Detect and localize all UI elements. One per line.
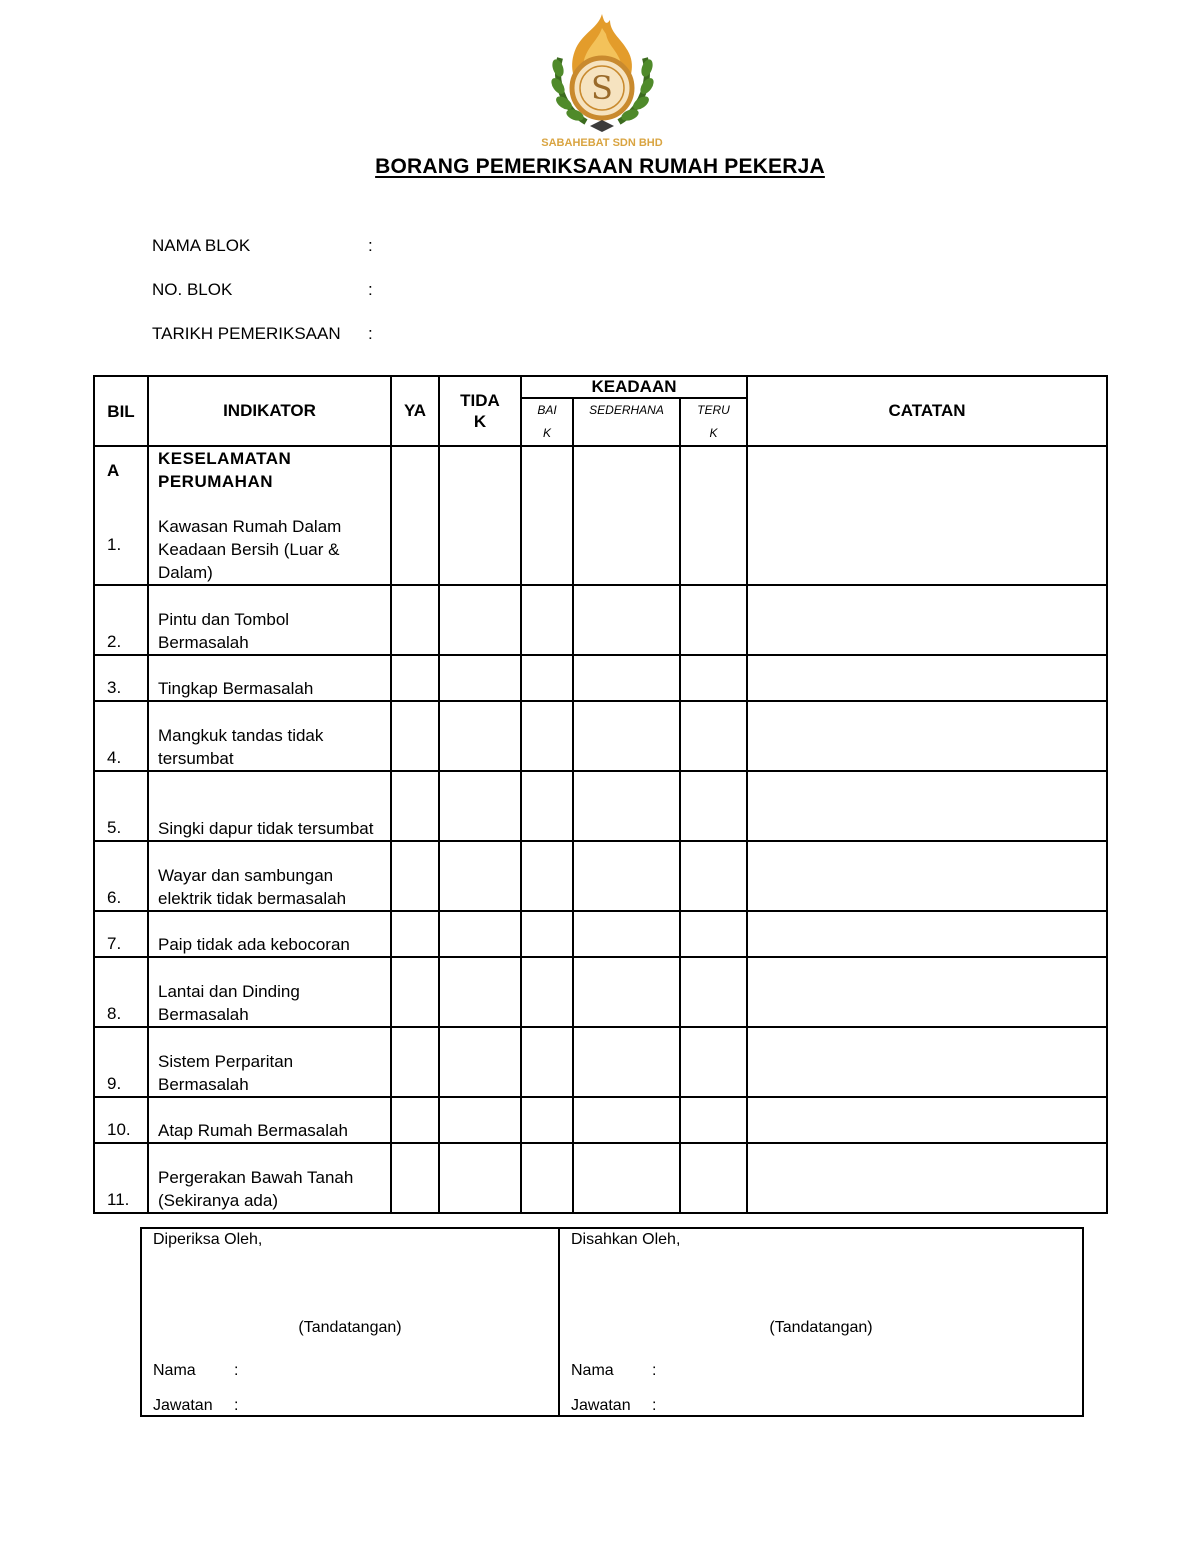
checked-by-signature: (Tandatangan) [298,1319,402,1336]
table-row [94,771,1107,841]
header-baik: BAIK [521,398,573,446]
cell-teruk[interactable] [680,655,747,701]
row-bil [94,771,148,841]
header-indikator: INDIKATOR [148,376,391,446]
row-indikator [148,771,391,841]
cell-ya[interactable] [391,585,439,655]
row-number: 11. [107,1190,130,1209]
approved-by-signature: (Tandatangan) [769,1319,873,1336]
no-blok-label: NO. BLOK [152,280,233,299]
cell-sederhana[interactable] [573,701,680,771]
row-number: 4. [107,748,122,767]
row-bil [94,841,148,911]
row-number: 5. [107,818,122,837]
header-bil: BIL [94,376,148,446]
indikator-text: Paip tidak ada kebocoran [158,935,350,954]
cell-ya[interactable] [391,1143,439,1213]
cell-catatan[interactable] [747,771,1107,841]
row-bil [94,1143,148,1213]
company-logo [540,10,665,150]
cell-catatan[interactable] [747,1097,1107,1143]
signature-approved-by [560,1229,1082,1415]
row-indikator [148,446,391,585]
cell-baik[interactable] [521,446,573,585]
cell-sederhana[interactable] [573,957,680,1027]
indikator-text: Pintu dan Tombol Bermasalah [158,610,290,652]
cell-baik[interactable] [521,585,573,655]
cell-catatan[interactable] [747,911,1107,957]
checked-by-nama-label: Nama [153,1362,196,1379]
tarikh-colon: : [368,324,373,343]
cell-catatan[interactable] [747,957,1107,1027]
cell-sederhana[interactable] [573,1143,680,1213]
table-row [94,585,1107,655]
cell-sederhana[interactable] [573,911,680,957]
cell-teruk[interactable] [680,957,747,1027]
cell-tidak[interactable] [439,655,521,701]
row-number: 8. [107,1004,122,1023]
row-indikator [148,911,391,957]
header-tidak: TIDAK [439,376,521,446]
table-row [94,655,1107,701]
header-keadaan: KEADAAN [521,376,747,398]
approved-by-nama-colon: : [652,1362,657,1379]
cell-catatan[interactable] [747,701,1107,771]
table-row [94,446,1107,585]
section-title: KESELAMATAN PERUMAHAN [158,449,292,491]
cell-teruk[interactable] [680,1027,747,1097]
cell-catatan[interactable] [747,1143,1107,1213]
cell-baik[interactable] [521,841,573,911]
section-code: A [107,461,120,480]
logo-emblem-icon [540,10,665,150]
header-teruk: TERUK [680,398,747,446]
indikator-text: Wayar dan sambungan elektrik tidak bermasalah [158,866,347,908]
nama-blok-label: NAMA BLOK [152,236,251,255]
row-bil [94,701,148,771]
row-number: 10. [107,1120,131,1139]
checked-by-heading: Diperiksa Oleh, [153,1231,263,1248]
header-catatan: CATATAN [747,376,1107,446]
indikator-text: Singki dapur tidak tersumbat [158,819,374,838]
cell-baik[interactable] [521,655,573,701]
indikator-text: Tingkap Bermasalah [158,679,314,698]
cell-ya[interactable] [391,1027,439,1097]
row-bil [94,585,148,655]
row-bil [94,911,148,957]
cell-sederhana[interactable] [573,771,680,841]
row-indikator [148,1027,391,1097]
indikator-text: Pergerakan Bawah Tanah (Sekiranya ada) [158,1168,354,1210]
cell-teruk[interactable] [680,446,747,585]
cell-teruk[interactable] [680,771,747,841]
approved-by-nama-label: Nama [571,1362,614,1379]
approved-by-jawatan-colon: : [652,1397,657,1414]
indikator-text: Sistem Perparitan Bermasalah [158,1052,294,1094]
row-bil [94,957,148,1027]
nama-blok-colon: : [368,236,373,255]
signature-table [140,1227,1084,1417]
cell-teruk[interactable] [680,911,747,957]
svg-text:SABAHEBAT SDN BHD: SABAHEBAT SDN BHD [541,137,663,149]
cell-baik[interactable] [521,1143,573,1213]
cell-sederhana[interactable] [573,585,680,655]
checked-by-nama-colon: : [234,1362,239,1379]
cell-ya[interactable] [391,701,439,771]
row-indikator [148,957,391,1027]
table-row [94,1143,1107,1213]
cell-ya[interactable] [391,655,439,701]
signature-checked-by [142,1229,560,1415]
row-indikator [148,655,391,701]
cell-catatan[interactable] [747,841,1107,911]
cell-teruk[interactable] [680,585,747,655]
row-bil [94,1097,148,1143]
row-number: 6. [107,888,122,907]
cell-baik[interactable] [521,701,573,771]
cell-catatan[interactable] [747,655,1107,701]
row-number: 2. [107,632,122,651]
cell-teruk[interactable] [680,1097,747,1143]
cell-catatan[interactable] [747,1027,1107,1097]
indikator-text: Mangkuk tandas tidak tersumbat [158,726,324,768]
cell-baik[interactable] [521,1027,573,1097]
cell-teruk[interactable] [680,1143,747,1213]
cell-teruk[interactable] [680,701,747,771]
row-bil [94,1027,148,1097]
cell-tidak[interactable] [439,585,521,655]
row-indikator [148,841,391,911]
no-blok-colon: : [368,280,373,299]
table-row [94,957,1107,1027]
checked-by-jawatan-colon: : [234,1397,239,1414]
header-sederhana: SEDERHANA [573,398,680,446]
cell-sederhana[interactable] [573,655,680,701]
cell-tidak[interactable] [439,1027,521,1097]
row-number: 9. [107,1074,122,1093]
cell-tidak[interactable] [439,1143,521,1213]
cell-catatan[interactable] [747,585,1107,655]
row-indikator [148,1097,391,1143]
row-indikator [148,585,391,655]
row-indikator [148,1143,391,1213]
cell-teruk[interactable] [680,841,747,911]
cell-baik[interactable] [521,957,573,1027]
page-title: BORANG PEMERIKSAAN RUMAH PEKERJA [375,155,825,178]
table-row [94,911,1107,957]
cell-sederhana[interactable] [573,841,680,911]
row-number: 7. [107,934,122,953]
row-bil [94,655,148,701]
cell-tidak[interactable] [439,771,521,841]
cell-tidak[interactable] [439,841,521,911]
indikator-text: Lantai dan Dinding Bermasalah [158,982,300,1024]
cell-sederhana[interactable] [573,446,680,585]
cell-catatan[interactable] [747,446,1107,585]
approved-by-jawatan-label: Jawatan [571,1397,631,1414]
table-row [94,701,1107,771]
inspection-table [93,375,1108,1214]
svg-text:S: S [591,69,613,107]
cell-ya[interactable] [391,911,439,957]
cell-sederhana[interactable] [573,1027,680,1097]
table-row [94,1027,1107,1097]
cell-tidak[interactable] [439,911,521,957]
row-number: 3. [107,678,122,697]
row-bil [94,446,148,585]
cell-baik[interactable] [521,1097,573,1143]
cell-tidak[interactable] [439,957,521,1027]
cell-sederhana[interactable] [573,1097,680,1143]
cell-ya[interactable] [391,446,439,585]
cell-baik[interactable] [521,911,573,957]
table-row [94,1097,1107,1143]
indikator-text: Atap Rumah Bermasalah [158,1121,348,1140]
tarikh-label: TARIKH PEMERIKSAAN [152,324,341,343]
cell-ya[interactable] [391,771,439,841]
row-indikator [148,701,391,771]
cell-ya[interactable] [391,1097,439,1143]
cell-tidak[interactable] [439,701,521,771]
cell-baik[interactable] [521,771,573,841]
cell-ya[interactable] [391,957,439,1027]
table-row [94,841,1107,911]
approved-by-heading: Disahkan Oleh, [571,1231,681,1248]
cell-tidak[interactable] [439,1097,521,1143]
cell-ya[interactable] [391,841,439,911]
header-ya: YA [391,376,439,446]
cell-tidak[interactable] [439,446,521,585]
indikator-text: Kawasan Rumah Dalam Keadaan Bersih (Luar & Dalam) [158,517,342,582]
row-number: 1. [107,535,122,554]
checked-by-jawatan-label: Jawatan [153,1397,213,1414]
